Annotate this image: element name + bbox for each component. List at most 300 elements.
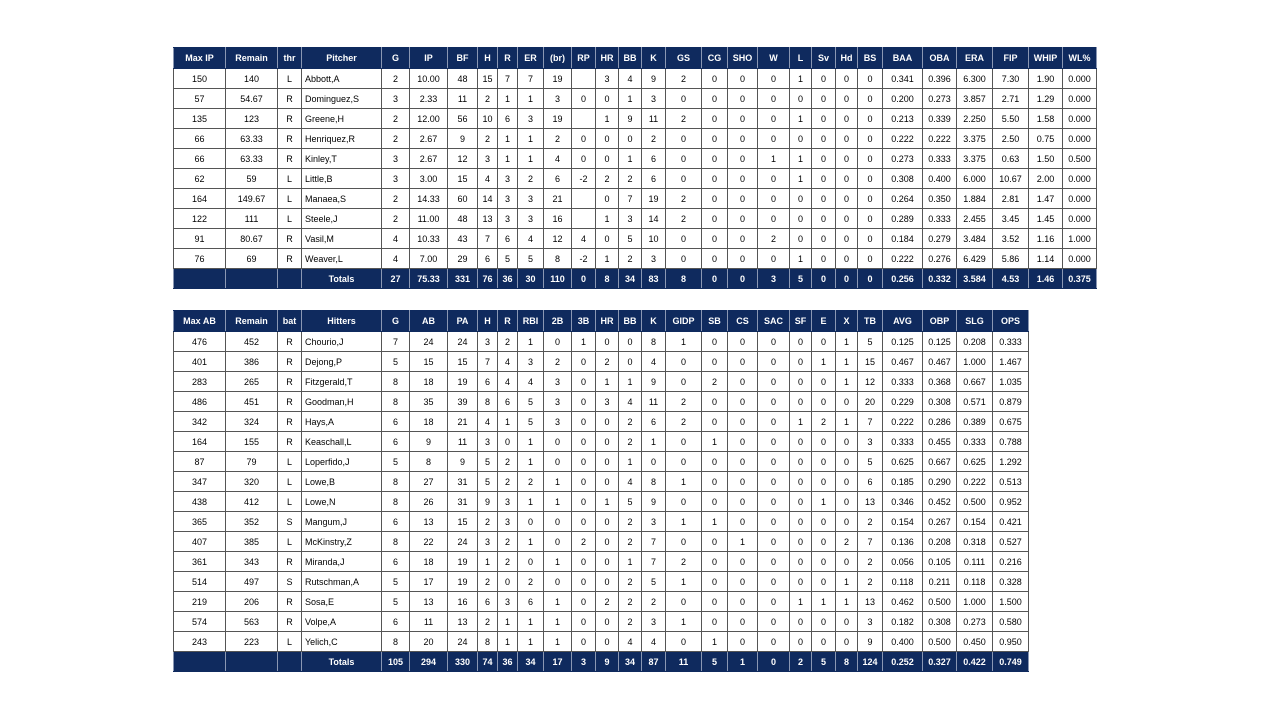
pitchers-table-row-cell: 66 (174, 149, 226, 169)
pitchers-totals-row-cell: 0 (702, 269, 728, 289)
hitters-table-row (174, 432, 1029, 452)
hitters-table-row-cell: 0.273 (957, 612, 993, 632)
hitters-table-row-cell: 0 (544, 332, 572, 352)
hitters-table-row-cell: 451 (226, 392, 278, 412)
hitters-table-row-cell: 1 (702, 512, 728, 532)
pitchers-header-row-cell: BS (858, 48, 883, 69)
hitters-table-row-cell: 0.333 (993, 332, 1029, 352)
hitters-table-row-cell: 1 (812, 492, 836, 512)
hitters-table-row-cell: 0.308 (923, 612, 957, 632)
hitters-table-row-cell: 2 (478, 612, 498, 632)
hitters-table-row-cell: 0 (702, 452, 728, 472)
pitchers-table-row-cell: 1.47 (1029, 189, 1063, 209)
hitters-table-row-cell: 0 (758, 412, 790, 432)
pitchers-table-row-cell: Dominguez,S (302, 89, 382, 109)
pitchers-table-row-cell: R (278, 109, 302, 129)
hitters-table-row-cell: 0 (666, 592, 702, 612)
pitchers-table-row-cell: 76 (174, 249, 226, 269)
hitters-table-row-cell: 412 (226, 492, 278, 512)
hitters-table-row-cell: 0 (518, 552, 544, 572)
hitters-table-row-cell: 0.111 (957, 552, 993, 572)
hitters-table-row-cell: 20 (410, 632, 448, 652)
hitters-table-row-cell: 0 (544, 532, 572, 552)
pitchers-table-row-cell: 3.484 (957, 229, 993, 249)
pitchers-table-row (174, 169, 1097, 189)
hitters-table-row (174, 332, 1029, 352)
pitchers-totals-row-cell (278, 269, 302, 289)
hitters-table-row-cell: 0 (702, 392, 728, 412)
hitters-totals-row-cell: 105 (382, 652, 410, 672)
hitters-table-row-cell: 5 (518, 392, 544, 412)
hitters-table-row-cell: 0.667 (923, 452, 957, 472)
hitters-totals-row-cell: 2 (790, 652, 812, 672)
pitchers-table-row-cell: 0 (702, 89, 728, 109)
pitchers-totals-row-cell: 331 (448, 269, 478, 289)
pitchers-table-row-cell: 7 (619, 189, 642, 209)
hitters-table-row-cell: 0.125 (923, 332, 957, 352)
pitchers-table-row-cell: 66 (174, 129, 226, 149)
hitters-header-row-cell: 2B (544, 311, 572, 332)
hitters-table-row-cell: 320 (226, 472, 278, 492)
hitters-table-row-cell: 0.118 (957, 572, 993, 592)
pitchers-table-row-cell: 0 (666, 229, 702, 249)
hitters-table-row-cell: 0 (544, 432, 572, 452)
pitchers-table-row-cell: Weaver,L (302, 249, 382, 269)
hitters-table-row-cell: 0 (572, 452, 596, 472)
pitchers-table-row-cell: 1 (790, 69, 812, 89)
hitters-table-row-cell: R (278, 592, 302, 612)
pitchers-table-row-cell: 2 (758, 229, 790, 249)
hitters-table-row-cell: 2 (619, 592, 642, 612)
hitters-table-row-cell: 3 (478, 432, 498, 452)
pitchers-table-row-cell: 2.250 (957, 109, 993, 129)
hitters-table-row-cell: 8 (642, 472, 666, 492)
pitchers-table-row-cell: 3 (518, 189, 544, 209)
pitchers-totals-row (174, 269, 1097, 289)
pitchers-table-row-cell: 0 (812, 129, 836, 149)
hitters-table (173, 310, 1029, 672)
hitters-table-row-cell: 1.467 (993, 352, 1029, 372)
hitters-table-row-cell: L (278, 452, 302, 472)
hitters-table-row-cell: 5 (382, 592, 410, 612)
pitchers-totals-row-cell: 75.33 (410, 269, 448, 289)
hitters-table-row-cell: 2 (596, 592, 619, 612)
pitchers-table-row-cell: 122 (174, 209, 226, 229)
hitters-table-row-cell: L (278, 532, 302, 552)
pitchers-table-row-cell: Little,B (302, 169, 382, 189)
pitchers-table-row-cell: 4 (619, 69, 642, 89)
pitchers-table-row-cell: 0 (666, 249, 702, 269)
hitters-table-row-cell: 0 (790, 392, 812, 412)
hitters-table-row-cell: 2 (642, 592, 666, 612)
hitters-table-row-cell: 8 (478, 392, 498, 412)
hitters-table-row-cell: 2 (619, 432, 642, 452)
pitchers-table-row-cell: 3 (596, 69, 619, 89)
hitters-table-row-cell: 0 (836, 452, 858, 472)
pitchers-table-row-cell: 1 (498, 149, 518, 169)
hitters-table-row-cell: 0 (728, 552, 758, 572)
hitters-table-row-cell: 0.105 (923, 552, 957, 572)
hitters-header-row-cell: OBP (923, 311, 957, 332)
hitters-table-row-cell: 2 (619, 412, 642, 432)
pitchers-table-row-cell: 9 (642, 69, 666, 89)
hitters-table-row-cell: 0 (758, 332, 790, 352)
pitchers-table-row-cell: Abbott,A (302, 69, 382, 89)
hitters-table-row-cell: 3 (858, 612, 883, 632)
hitters-table-row-cell: 0 (758, 492, 790, 512)
pitchers-table-row-cell: 5 (518, 249, 544, 269)
pitchers-header-row-cell: ERA (957, 48, 993, 69)
hitters-table-row-cell: 5 (619, 492, 642, 512)
hitters-table-row-cell: 0 (728, 592, 758, 612)
pitchers-table-row-cell: 60 (448, 189, 478, 209)
pitchers-table-row-cell: 0 (858, 109, 883, 129)
pitchers-table-row-cell: 2 (478, 89, 498, 109)
hitters-table-row-cell: 0 (790, 472, 812, 492)
hitters-table-row-cell: 0 (572, 632, 596, 652)
pitchers-totals-row-cell: 1.46 (1029, 269, 1063, 289)
hitters-table-row-cell: 0.675 (993, 412, 1029, 432)
pitchers-totals-row-cell: 8 (596, 269, 619, 289)
hitters-table-row-cell: 0.125 (883, 332, 923, 352)
pitchers-table-row-cell: 0 (790, 209, 812, 229)
hitters-table-row (174, 372, 1029, 392)
hitters-table-row-cell: 5 (642, 572, 666, 592)
pitchers-table-row-cell: 6 (642, 169, 666, 189)
pitchers-table-row-cell: 0 (728, 189, 758, 209)
hitters-table-row-cell: 18 (410, 552, 448, 572)
hitters-table-row-cell: 1 (666, 572, 702, 592)
pitchers-table-row-cell: 0.341 (883, 69, 923, 89)
pitchers-table-body (174, 48, 1097, 289)
hitters-totals-row-cell: Totals (302, 652, 382, 672)
pitchers-table-row-cell: 0 (728, 149, 758, 169)
hitters-table-row-cell: 7 (642, 552, 666, 572)
pitchers-table-row (174, 149, 1097, 169)
hitters-table-row-cell: 365 (174, 512, 226, 532)
pitchers-table-row-cell: 0 (812, 69, 836, 89)
hitters-table-row-cell: L (278, 632, 302, 652)
pitchers-table-row-cell: 4 (572, 229, 596, 249)
hitters-table-row-cell: 0 (572, 492, 596, 512)
hitters-table-row-cell: 8 (382, 472, 410, 492)
hitters-table-row-cell: 0 (790, 432, 812, 452)
pitchers-table-row-cell: 10.00 (410, 69, 448, 89)
pitchers-table-row-cell: 59 (226, 169, 278, 189)
hitters-table-row-cell: 8 (382, 372, 410, 392)
hitters-table-row-cell: 2 (518, 572, 544, 592)
hitters-table-row-cell: 1 (836, 412, 858, 432)
hitters-totals-row-cell: 17 (544, 652, 572, 672)
pitchers-table-row-cell: 0 (836, 89, 858, 109)
pitchers-table-row-cell: 2.67 (410, 149, 448, 169)
pitchers-table-row-cell: 0 (572, 129, 596, 149)
hitters-table-row-cell: 1 (836, 332, 858, 352)
hitters-table-row-cell: 0 (544, 452, 572, 472)
pitchers-table-row-cell: 4 (478, 169, 498, 189)
pitchers-header-row-cell: BAA (883, 48, 923, 69)
hitters-table-row-cell: 20 (858, 392, 883, 412)
hitters-table-row-cell: 0.500 (957, 492, 993, 512)
pitchers-table-row-cell: 3 (498, 209, 518, 229)
pitchers-table-row-cell: 0.339 (923, 109, 957, 129)
pitchers-table-row-cell: 6 (498, 109, 518, 129)
hitters-table-row-cell: 2 (619, 512, 642, 532)
hitters-table-row-cell: Rutschman,A (302, 572, 382, 592)
pitchers-table-row-cell: 0 (836, 229, 858, 249)
hitters-table-row-cell: 13 (858, 592, 883, 612)
hitters-table-row-cell: 87 (174, 452, 226, 472)
hitters-table-row-cell: Lowe,N (302, 492, 382, 512)
pitchers-table-row-cell: 0 (836, 249, 858, 269)
pitchers-table-row-cell: 0.222 (883, 129, 923, 149)
pitchers-table-row-cell: 14.33 (410, 189, 448, 209)
hitters-table-row-cell: 452 (226, 332, 278, 352)
hitters-totals-row-cell: 5 (812, 652, 836, 672)
pitchers-table-row-cell: 6 (642, 149, 666, 169)
pitchers-table-row-cell: 0 (758, 189, 790, 209)
pitchers-table-row-cell: 3 (518, 209, 544, 229)
hitters-header-row-cell: SAC (758, 311, 790, 332)
hitters-table-row-cell: 0 (702, 472, 728, 492)
pitchers-table-row-cell: 2 (382, 129, 410, 149)
pitchers-table-row-cell: 5 (498, 249, 518, 269)
hitters-table-row-cell: 8 (410, 452, 448, 472)
hitters-table-row-cell: 0 (836, 632, 858, 652)
hitters-header-row-cell: Hitters (302, 311, 382, 332)
hitters-table-row-cell: 407 (174, 532, 226, 552)
hitters-header-row-cell: K (642, 311, 666, 332)
pitchers-table-row-cell: 2 (596, 169, 619, 189)
hitters-table-row (174, 392, 1029, 412)
hitters-table-row-cell: 0 (790, 332, 812, 352)
hitters-table-row-cell: 0 (572, 512, 596, 532)
hitters-table-row-cell: 0 (572, 392, 596, 412)
pitchers-table-row-cell: 19 (544, 69, 572, 89)
hitters-table-row-cell: 0 (758, 552, 790, 572)
pitchers-table (173, 47, 1097, 289)
hitters-table-row-cell: 0.136 (883, 532, 923, 552)
pitchers-header-row-cell: Sv (812, 48, 836, 69)
hitters-table-row-cell: 283 (174, 372, 226, 392)
hitters-table-row-cell: 7 (382, 332, 410, 352)
hitters-table-row-cell: 164 (174, 432, 226, 452)
pitchers-table-row-cell: 0.396 (923, 69, 957, 89)
hitters-table-row-cell: Fitzgerald,T (302, 372, 382, 392)
hitters-table-row-cell: 0 (836, 432, 858, 452)
hitters-table-row-cell: 24 (448, 632, 478, 652)
hitters-table-row-cell: 0 (836, 472, 858, 492)
hitters-table-row-cell: 4 (619, 472, 642, 492)
pitchers-table-row-cell: 0 (572, 149, 596, 169)
hitters-table-row-cell: 15 (448, 512, 478, 532)
hitters-table-row-cell: Yelich,C (302, 632, 382, 652)
hitters-table-row-cell: 6 (382, 512, 410, 532)
hitters-totals-row-cell: 0.422 (957, 652, 993, 672)
pitchers-table-row-cell: 0 (728, 209, 758, 229)
hitters-table-row-cell: 0 (812, 332, 836, 352)
pitchers-table-row-cell: 3.375 (957, 149, 993, 169)
hitters-table-row-cell: 0 (812, 632, 836, 652)
hitters-table-row-cell: 0 (790, 492, 812, 512)
hitters-table-row-cell: 0.182 (883, 612, 923, 632)
hitters-table-row-cell: 1 (666, 472, 702, 492)
hitters-table-row-cell: 0 (666, 632, 702, 652)
hitters-table-row-cell: 1.500 (993, 592, 1029, 612)
hitters-table-row-cell: 3 (544, 412, 572, 432)
hitters-table-row-cell: 219 (174, 592, 226, 612)
hitters-table-row-cell: 6 (642, 412, 666, 432)
hitters-header-row-cell: G (382, 311, 410, 332)
pitchers-table-row-cell (572, 189, 596, 209)
pitchers-table-row-cell: 0 (596, 149, 619, 169)
hitters-table-row-cell: 19 (448, 572, 478, 592)
pitchers-table-row-cell: 1.58 (1029, 109, 1063, 129)
hitters-table-row-cell: 0 (702, 532, 728, 552)
pitchers-table-row-cell: 1 (596, 209, 619, 229)
pitchers-table-row-cell: 2 (382, 69, 410, 89)
pitchers-table-row (174, 69, 1097, 89)
hitters-table-row-cell: Mangum,J (302, 512, 382, 532)
pitchers-table-row-cell: 0.200 (883, 89, 923, 109)
hitters-header-row-cell: PA (448, 311, 478, 332)
hitters-table-row-cell: 1 (498, 632, 518, 652)
hitters-table-row-cell: 3 (544, 392, 572, 412)
hitters-totals-row-cell: 34 (619, 652, 642, 672)
hitters-table-row-cell: 2 (596, 352, 619, 372)
pitchers-table-row-cell: 1.884 (957, 189, 993, 209)
pitchers-table-row-cell: 10.67 (993, 169, 1029, 189)
hitters-table-row-cell: 3 (478, 532, 498, 552)
pitchers-table-row-cell: 5.86 (993, 249, 1029, 269)
hitters-table-row-cell: 0 (812, 392, 836, 412)
pitchers-table-row-cell: 8 (544, 249, 572, 269)
hitters-table-row-cell: 9 (478, 492, 498, 512)
hitters-table-row-cell: 24 (448, 532, 478, 552)
hitters-table-row-cell: 1 (836, 352, 858, 372)
hitters-totals-row-cell: 1 (728, 652, 758, 672)
hitters-header-row-cell: RBI (518, 311, 544, 332)
hitters-table-row-cell: 0 (812, 612, 836, 632)
hitters-table-row-cell: Miranda,J (302, 552, 382, 572)
pitchers-table-row-cell: 0 (836, 69, 858, 89)
hitters-table-row-cell: 0.222 (957, 472, 993, 492)
hitters-table-row-cell: 0 (544, 572, 572, 592)
hitters-table-row-cell: 0.308 (923, 392, 957, 412)
hitters-table-row-cell: 0 (790, 552, 812, 572)
hitters-table-row-cell: 0 (702, 332, 728, 352)
hitters-table-row-cell: 8 (382, 632, 410, 652)
hitters-table-row-cell: 0 (572, 372, 596, 392)
hitters-table-row-cell: 0 (758, 432, 790, 452)
hitters-table-row-cell: L (278, 492, 302, 512)
hitters-table-row-cell: 0.400 (883, 632, 923, 652)
hitters-table-row-cell: 18 (410, 372, 448, 392)
hitters-table-row-cell: 17 (410, 572, 448, 592)
pitchers-table-row-cell: 1 (758, 149, 790, 169)
hitters-table-row-cell: 15 (448, 352, 478, 372)
hitters-table-row-cell: 0 (702, 352, 728, 372)
hitters-table-row-cell: 3 (596, 392, 619, 412)
pitchers-table-row-cell: 6.300 (957, 69, 993, 89)
hitters-table-row (174, 552, 1029, 572)
hitters-table-row-cell: 0 (498, 572, 518, 592)
hitters-table-row (174, 612, 1029, 632)
pitchers-totals-row-cell: 83 (642, 269, 666, 289)
pitchers-table-row-cell: Steele,J (302, 209, 382, 229)
hitters-table-row-cell: 2 (666, 392, 702, 412)
hitters-table-row-cell: 0 (642, 452, 666, 472)
hitters-table-row-cell: R (278, 332, 302, 352)
pitchers-table-row-cell: 2 (382, 209, 410, 229)
hitters-table-row-cell: 2 (518, 472, 544, 492)
pitchers-table-row-cell: 0 (858, 169, 883, 189)
pitchers-table-row-cell: 0 (702, 109, 728, 129)
hitters-table-row-cell: 0.222 (883, 412, 923, 432)
pitchers-header-row-cell: FIP (993, 48, 1029, 69)
pitchers-table-row-cell: 1 (790, 149, 812, 169)
pitchers-table-row-cell: 3 (382, 169, 410, 189)
pitchers-table-row-cell: 2 (642, 129, 666, 149)
hitters-table-row-cell: 1 (666, 612, 702, 632)
hitters-totals-row-cell: 9 (596, 652, 619, 672)
pitchers-table-row-cell: 0.63 (993, 149, 1029, 169)
hitters-totals-row-cell: 5 (702, 652, 728, 672)
pitchers-table-row-cell: 2 (666, 189, 702, 209)
pitchers-header-row-cell: Hd (836, 48, 858, 69)
pitchers-table-row-cell: 57 (174, 89, 226, 109)
hitters-table-row-cell: 0.500 (923, 632, 957, 652)
hitters-table-row-cell: 4 (642, 352, 666, 372)
hitters-table-row-cell: 0 (790, 632, 812, 652)
pitchers-table-row-cell: 0 (812, 249, 836, 269)
pitchers-table-row-cell: 2.71 (993, 89, 1029, 109)
pitchers-table-row-cell: 10 (478, 109, 498, 129)
pitchers-table-row-cell: 0 (836, 209, 858, 229)
pitchers-table-row-cell: 0.000 (1063, 189, 1097, 209)
pitchers-table-row-cell: 1.45 (1029, 209, 1063, 229)
hitters-table-row-cell: 1 (518, 532, 544, 552)
pitchers-header-row-cell: Max IP (174, 48, 226, 69)
hitters-table-row-cell: 18 (410, 412, 448, 432)
hitters-table-row-cell: 1 (596, 492, 619, 512)
pitchers-table-row-cell: 0 (758, 69, 790, 89)
pitchers-table-row-cell: 2 (518, 169, 544, 189)
hitters-totals-row-cell: 0.252 (883, 652, 923, 672)
hitters-table-row-cell: 3 (544, 372, 572, 392)
pitchers-table-row-cell: 0 (666, 89, 702, 109)
pitchers-table-row-cell: 6 (544, 169, 572, 189)
hitters-table-row-cell: 0 (596, 572, 619, 592)
hitters-header-row-cell: Max AB (174, 311, 226, 332)
hitters-table-row-cell: 6 (858, 472, 883, 492)
hitters-table-row-cell: 0 (498, 432, 518, 452)
pitchers-table-row-cell: 0 (728, 169, 758, 189)
hitters-header-row-cell: TB (858, 311, 883, 332)
hitters-table-row-cell: 6 (382, 412, 410, 432)
pitchers-table-row-cell: 3 (382, 89, 410, 109)
hitters-table-row-cell: 2 (544, 352, 572, 372)
hitters-table-row-cell: 0.625 (957, 452, 993, 472)
pitchers-table-row-cell: 0 (666, 129, 702, 149)
pitchers-header-row-cell: W (758, 48, 790, 69)
hitters-table-row-cell: 1 (619, 372, 642, 392)
hitters-table-row-cell: 0.450 (957, 632, 993, 652)
hitters-table-row-cell: 0 (728, 472, 758, 492)
hitters-table-row (174, 512, 1029, 532)
hitters-table-row-cell: 1 (728, 532, 758, 552)
hitters-table-row-cell: 0.216 (993, 552, 1029, 572)
